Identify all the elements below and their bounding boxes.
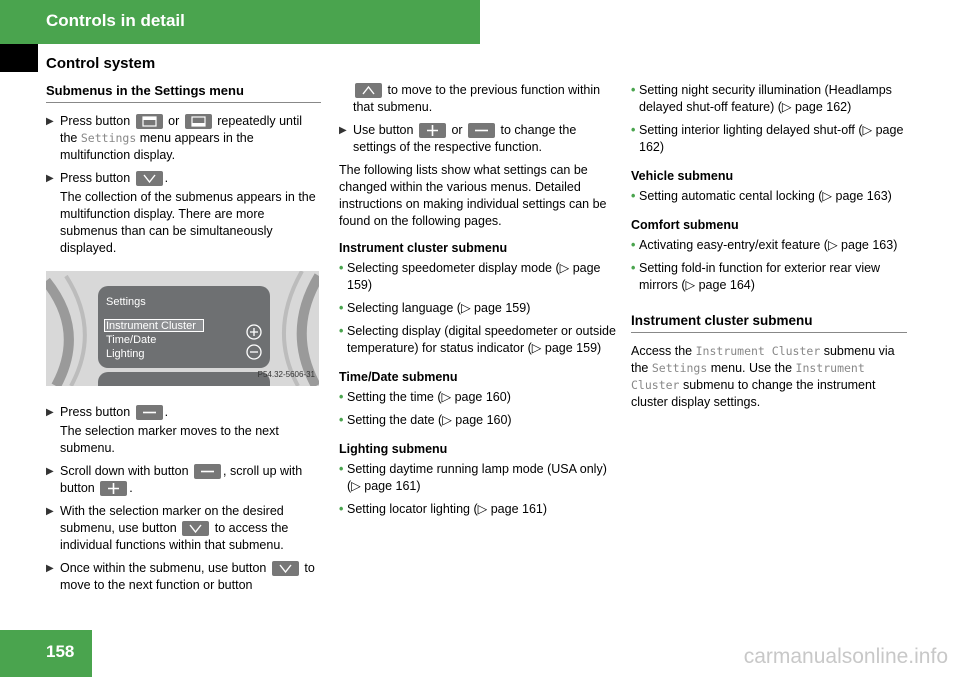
step-triangle-icon: ▶ [46,506,54,517]
list-item: • Activating easy-entry/exit feature (▷ page 163) [631,238,898,252]
screen-item-time-date: Time/Date [106,334,157,346]
step-6: ▶ Once within the submenu, use button to move to the next function or button [46,561,315,592]
instrument-cluster-code: Instrument Cluster [695,344,821,358]
step-triangle-icon: ▶ [46,407,54,418]
list-item: • Selecting speedometer display mode (▷ page 159) [339,261,601,292]
bullet-dot-icon: • [339,462,344,476]
paragraph-prev-function: to move to the previous function within that submenu. [353,83,601,114]
bullet-dot-icon: • [631,83,636,97]
list-item: • Setting the date (▷ page 160) [339,413,512,427]
list-item: • Setting night security illumination (Headlamps delayed shut-off feature) (▷ page 162) [631,83,892,114]
section-title: Controls in detail [46,11,185,30]
step-triangle-icon: ▶ [46,173,54,184]
list-item: • Setting the time (▷ page 160) [339,390,511,404]
heading-comfort-submenu: Comfort submenu [631,218,739,232]
list-item: • Selecting language (▷ page 159) [339,301,531,315]
step-triangle-icon: ▶ [46,563,54,574]
display-next-button-icon [136,114,163,129]
paragraph-selection-marker: The selection marker moves to the next submenu. [60,424,279,455]
column-3 [631,82,907,417]
step-5: ▶ With the selection marker on the desired submenu, use button to access the individual functions within that submenu. [46,504,289,552]
heading-lighting-submenu: Lighting submenu [339,442,448,456]
prev-function-button-icon [355,83,382,98]
list-item: • Setting automatic cental locking (▷ page 163) [631,189,892,203]
heading-submenus: Submenus in the Settings menu [46,82,321,103]
instrument-cluster-code: Instrument Cluster [631,361,865,392]
plus-circle-icon [247,325,261,339]
heading-instrument-cluster-section: Instrument cluster submenu [631,312,907,333]
list-item: • Selecting display (digital speedometer or outside temperature) for status indicator (▷ page 159) [339,324,616,355]
bullet-dot-icon: • [339,324,344,338]
figure-code: P54.32-5606-31 [257,370,315,379]
display-prev-button-icon [185,114,212,129]
bullet-dot-icon: • [631,123,636,137]
heading-time-date-submenu: Time/Date submenu [339,370,458,384]
column-2 [339,82,616,524]
page-subtitle: Control system [46,55,156,72]
screen-item-lighting: Lighting [106,348,145,360]
step-7: ▶ Use button or to change the settings of the respective function. [339,123,577,154]
settings-code: Settings [651,361,708,375]
paragraph-collection: The collection of the submenus appears in the multifunction display. There are more submenus than can be simultaneously displayed. [60,190,316,255]
watermark: carmanualsonline.info [743,645,948,668]
display-screenshot [46,271,319,386]
bullet-dot-icon: • [339,502,344,516]
heading-instrument-cluster-submenu: Instrument cluster submenu [339,241,508,255]
bullet-dot-icon: • [339,301,344,315]
bullet-dot-icon: • [631,261,636,275]
bullet-dot-icon: • [631,189,636,203]
paragraph-lists-intro: The following lists show what settings can be changed within the various menus. Detailed instructions on making individual settings can be found on the following pages. [339,163,607,228]
step-triangle-icon: ▶ [339,125,347,136]
list-item: • Setting locator lighting (▷ page 161) [339,502,548,516]
minus-circle-icon [247,345,261,359]
reset-button-icon [272,561,299,576]
minus-button-icon [468,123,495,138]
minus-button-icon [136,405,163,420]
step-4: ▶ Scroll down with button , scroll up with button . [46,464,303,495]
list-item: • Setting fold-in function for exterior rear view mirrors (▷ page 164) [631,261,881,292]
page-number: 158 [46,642,75,661]
heading-vehicle-submenu: Vehicle submenu [631,169,734,183]
screen-title: Settings [106,296,146,308]
footer-band [0,630,92,677]
step-2: ▶ Press button . [46,171,169,185]
list-item: • Setting interior lighting delayed shut-off (▷ page 162) [631,123,904,154]
screen-item-instrument-cluster: Instrument Cluster [106,320,196,332]
step-triangle-icon: ▶ [46,466,54,477]
settings-code: Settings [80,131,137,145]
plus-button-icon [100,481,127,496]
list-item: • Setting daytime running lamp mode (USA only) (▷ page 161) [339,462,607,493]
bullet-dot-icon: • [339,261,344,275]
bullet-dot-icon: • [339,390,344,404]
step-triangle-icon: ▶ [46,116,54,127]
step-1: ▶ Press button or repeatedly until the Settings menu appears in the multifunction display. [46,114,303,162]
header-band [0,0,480,44]
paragraph-instrument-cluster-access: Access the Instrument Cluster submenu via the Settings menu. Use the Instrument Cluster submenu to change the instrument cluster display settings. [631,344,895,409]
black-tab [0,44,38,72]
reset-button-icon [136,171,163,186]
reset-button-icon [182,521,209,536]
minus-button-icon [194,464,221,479]
plus-button-icon [419,123,446,138]
step-3: ▶ Press button . [46,405,169,419]
column-1 [46,82,321,600]
bullet-dot-icon: • [631,238,636,252]
bullet-dot-icon: • [339,413,344,427]
